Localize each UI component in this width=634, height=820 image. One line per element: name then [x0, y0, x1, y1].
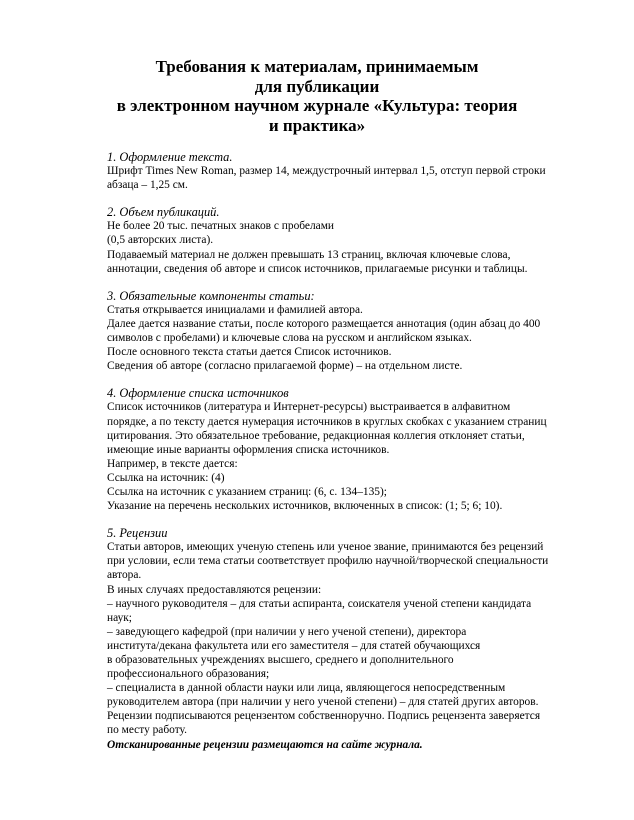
section-required-components — [107, 289, 577, 374]
section-heading: 3. Обязательные компоненты статьи: — [107, 288, 315, 303]
section-reviews — [107, 526, 577, 752]
section-line: Далее дается название статьи, после которого размещается аннотация (один абзац до 400 — [107, 317, 541, 330]
section-line: абзаца – 1,25 см. — [107, 179, 188, 192]
section-line: Не более 20 тыс. печатных знаков с пробелами — [107, 220, 335, 233]
section-line: В иных случаях предоставляются рецензии: — [107, 583, 322, 596]
section-line: Рецензии подписываются рецензентом собственноручно. Подпись рецензента заверяется — [107, 710, 541, 723]
section-line: профессионального образования; — [107, 668, 270, 681]
section-line: – заведующего кафедрой (при наличии у него ученой степени), директора — [107, 625, 467, 638]
section-publication-volume — [107, 205, 577, 275]
section-line: Статья открывается инициалами и фамилией автора. — [107, 303, 363, 316]
section-sources-list — [107, 386, 577, 513]
section-heading: 1. Оформление текста. — [107, 150, 233, 164]
section-line: (0,5 авторских листа). — [107, 234, 214, 247]
title-line: Требования к материалам, принимаемым — [155, 57, 479, 76]
section-line: Указание на перечень нескольких источников, включенных в список: (1; 5; 6; 10). — [107, 500, 503, 513]
document-title — [60, 57, 574, 135]
section-line: института/декана факультета или его заместителя – для статей обучающихся — [107, 639, 481, 652]
section-heading: 2. Объем публикаций. — [107, 205, 220, 220]
section-line: Список источников (литература и Интернет-ресурсы) выстраивается в алфавитном — [107, 401, 511, 414]
section-line: Статьи авторов, имеющих ученую степень или ученое звание, принимаются без рецензий — [107, 541, 544, 554]
final-note: Отсканированные рецензии размещаются на сайте журнала. — [107, 738, 423, 751]
section-heading: 5. Рецензии — [107, 526, 168, 541]
section-line: Сведения об авторе (согласно прилагаемой форме) – на отдельном листе. — [107, 360, 463, 373]
section-line: по месту работу. — [107, 724, 187, 737]
section-line: – специалиста в данной области науки или лица, являющегося непосредственным — [107, 682, 506, 695]
title-line: для публикации — [254, 76, 380, 96]
document-body — [107, 150, 577, 752]
section-line: Ссылка на источник: (4) — [107, 471, 225, 484]
section-line: в образовательных учреждениях высшего, среднего и дополнительного — [107, 654, 454, 666]
section-line: аннотации, сведения об авторе и список источников, прилагаемые рисунки и таблицы. — [107, 262, 528, 275]
section-line: Ссылка на источник с указанием страниц: (6, с. 134–135); — [107, 485, 387, 498]
section-line: порядке, а по тексту дается нумерация источников в круглых скобках с указанием страниц — [107, 415, 547, 428]
section-line: – научного руководителя – для статьи аспиранта, соискателя ученой степени кандидата — [107, 597, 532, 610]
section-line: символов с пробелами) и ключевые слова на русском и английском языках. — [107, 332, 472, 345]
section-line: После основного текста статьи дается Список источников. — [107, 346, 392, 359]
section-line: Например, в тексте дается: — [107, 457, 238, 470]
title-line: в электронном научном журнале «Культура: теория — [116, 96, 518, 115]
title-line: и практика» — [268, 115, 366, 135]
section-line: руководителем автора (при наличии у него ученой степени) – для статей других авторов. — [107, 696, 539, 709]
section-heading: 4. Оформление списка источников — [107, 386, 289, 401]
section-text-formatting — [107, 150, 577, 192]
section-line: Шрифт Times New Roman, размер 14, междустрочный интервал 1,5, отступ первой строки — [107, 165, 546, 178]
section-line: Подаваемый материал не должен превышать 13 страниц, включая ключевые слова, — [107, 248, 511, 261]
section-line: наук; — [107, 611, 132, 624]
section-line: имеющие иные варианты оформления списка источников. — [107, 443, 390, 456]
section-line: цитирования. Это обязательное требование, редакционная коллегия отклоняет статьи, — [107, 429, 525, 442]
section-line: автора. — [107, 569, 142, 582]
section-line: при условии, если тема статьи соответствует профилю научной/творческой специальности — [107, 555, 549, 568]
